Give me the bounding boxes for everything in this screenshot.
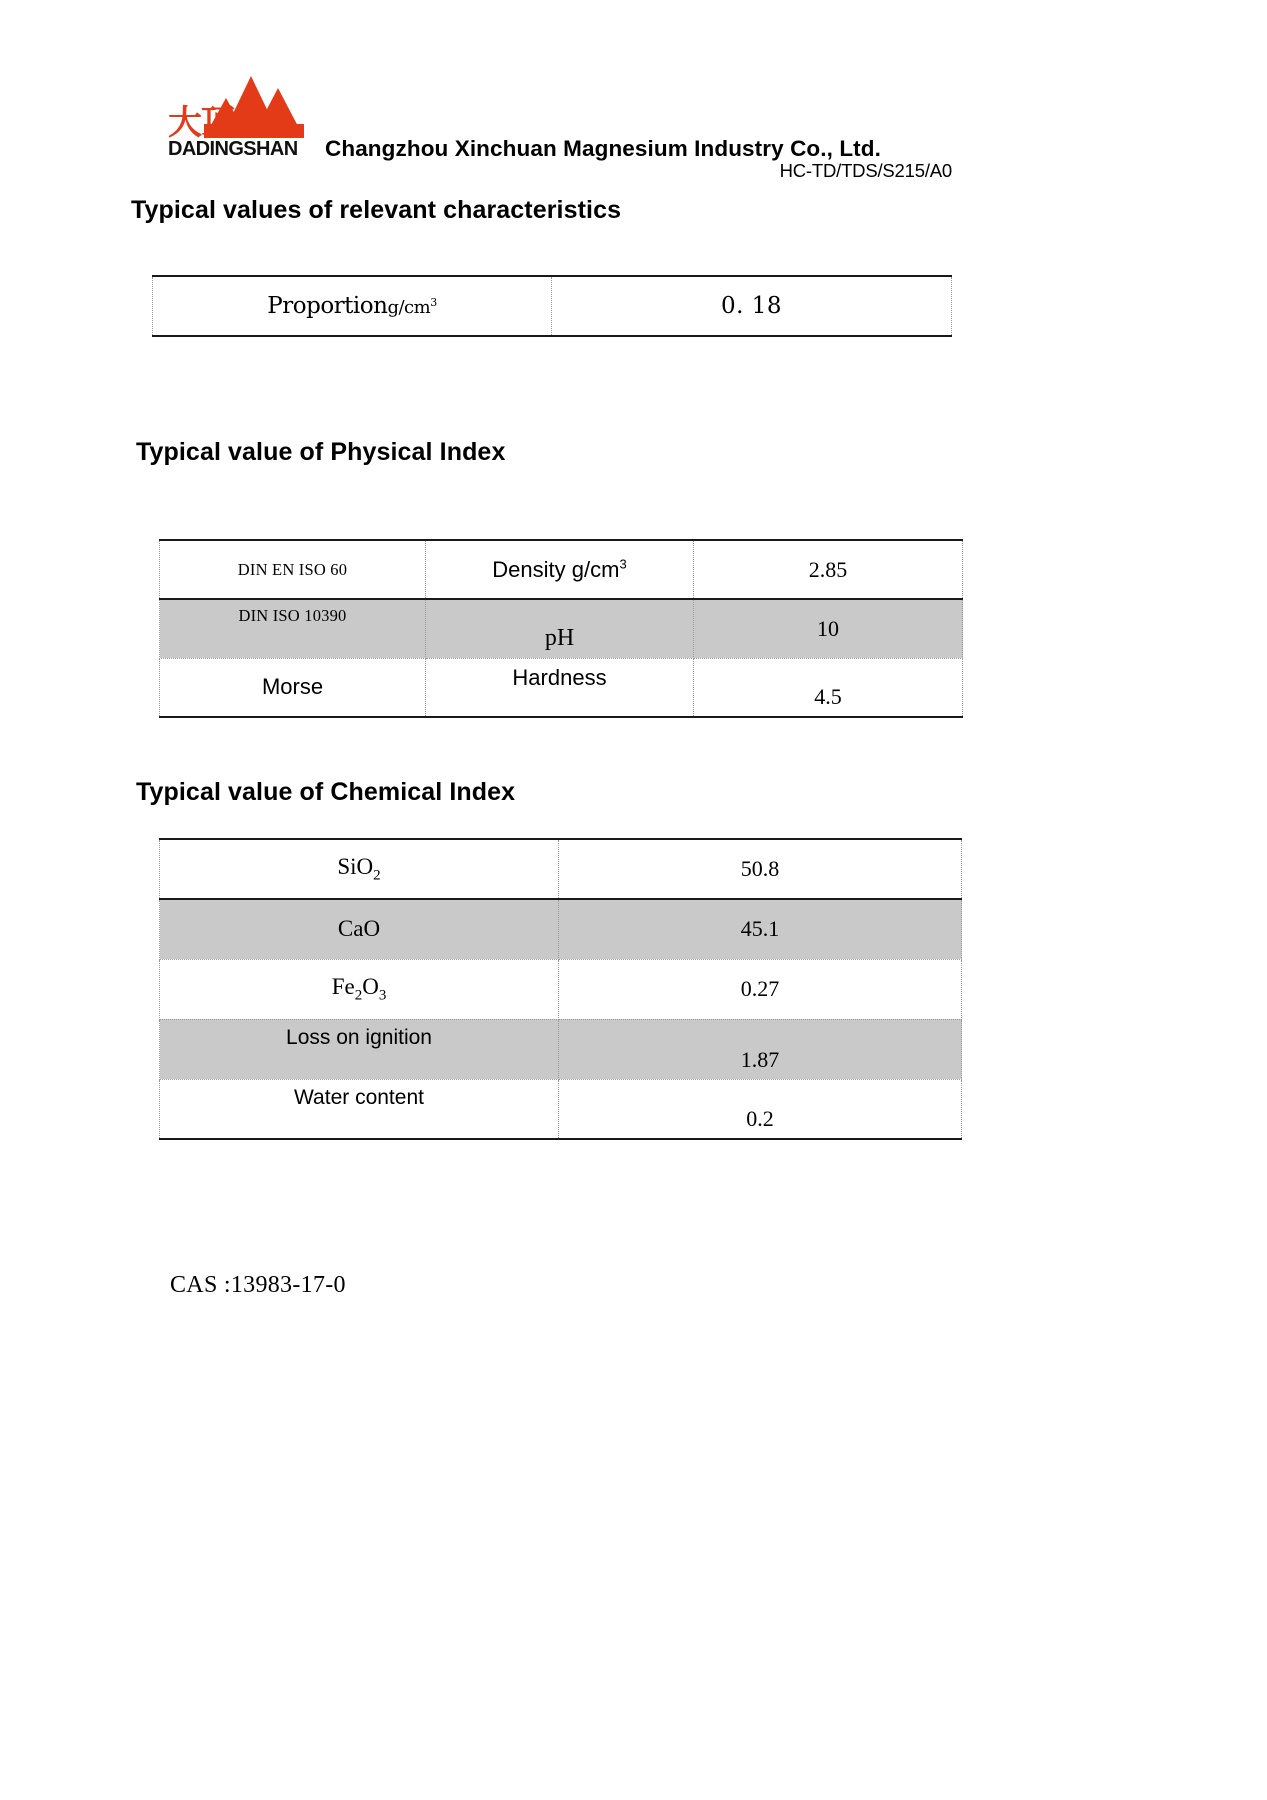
value-water-content: 0.2 [746,1106,774,1131]
standard-din-en-iso-60: DIN EN ISO 60 [237,559,348,579]
table-row [153,276,952,336]
cell-value [694,599,963,658]
standard-morse: Morse [261,674,324,700]
standard-din-iso-10390: DIN ISO 10390 [238,606,347,625]
proportion-value: 0. 18 [720,293,783,319]
cell-standard [160,540,426,599]
section-heading-chemical-index: Typical value of Chemical Index [136,778,516,806]
cell-compound [160,839,559,899]
document-header [0,0,1267,200]
compound-water-content: Water content [294,1085,424,1109]
cell-compound [160,1079,559,1139]
section-heading-physical-index: Typical value of Physical Index [136,438,506,466]
compound-cao: CaO [337,916,381,942]
value-hardness: 4.5 [814,684,842,709]
table-row [160,540,963,599]
value-density: 2.85 [808,556,848,582]
cell-value [559,1079,962,1139]
table-chemical-index [159,838,962,1140]
value-sio2: 50.8 [740,856,780,881]
section-heading-characteristics: Typical values of relevant characteristics [131,196,622,224]
property-ph: pH [544,624,575,651]
property-density-exponent: 3 [619,556,627,572]
compound-loss-on-ignition: Loss on ignition [286,1025,432,1049]
proportion-unit: g/cm [387,297,431,318]
compound-fe2o3-tail: O [362,973,379,999]
cell-compound [160,959,559,1019]
cell-property-label [153,276,552,336]
compound-fe2o3-subscript-1: 2 [354,987,363,1004]
cell-property [426,599,694,658]
value-loss-on-ignition: 1.87 [740,1046,780,1072]
logo-chinese-text: 大顶 [168,103,234,143]
cell-compound [160,1019,559,1079]
table-row [160,899,962,959]
cell-property [426,540,694,599]
table-relevant-characteristics [152,275,952,337]
cell-standard [160,599,426,658]
compound-sio2: SiO [337,853,374,879]
proportion-label: Proportion [267,293,388,319]
table-row [160,658,963,717]
value-fe2o3: 0.27 [740,976,780,1001]
cell-property-value [552,276,952,336]
value-cao: 45.1 [740,916,780,942]
document-code: HC-TD/TDS/S215/A0 [779,160,952,181]
cell-value [559,959,962,1019]
cell-value [559,899,962,959]
compound-fe2o3-subscript-2: 3 [378,987,387,1004]
cell-property [426,658,694,717]
cell-compound [160,899,559,959]
table-row [160,1019,962,1079]
cas-number: CAS :13983-17-0 [170,1272,346,1298]
table-row [160,959,962,1019]
property-hardness: Hardness [512,664,607,690]
company-name: Changzhou Xinchuan Magnesium Industry Co., Ltd. [325,136,881,161]
table-row [160,1079,962,1139]
cell-value [559,839,962,899]
cell-value [694,658,963,717]
cell-value [694,540,963,599]
compound-fe2o3: Fe [331,973,355,999]
table-row [160,599,963,658]
table-row [160,839,962,899]
cell-standard [160,658,426,717]
logo-wordmark: DADINGSHAN [168,138,298,160]
value-ph: 10 [817,615,839,641]
table-physical-index [159,539,963,718]
proportion-unit-exponent: 3 [430,296,437,309]
compound-sio2-subscript: 2 [373,867,381,884]
company-logo [168,72,318,167]
cell-value [559,1019,962,1079]
property-density: Density g/cm [492,556,620,582]
